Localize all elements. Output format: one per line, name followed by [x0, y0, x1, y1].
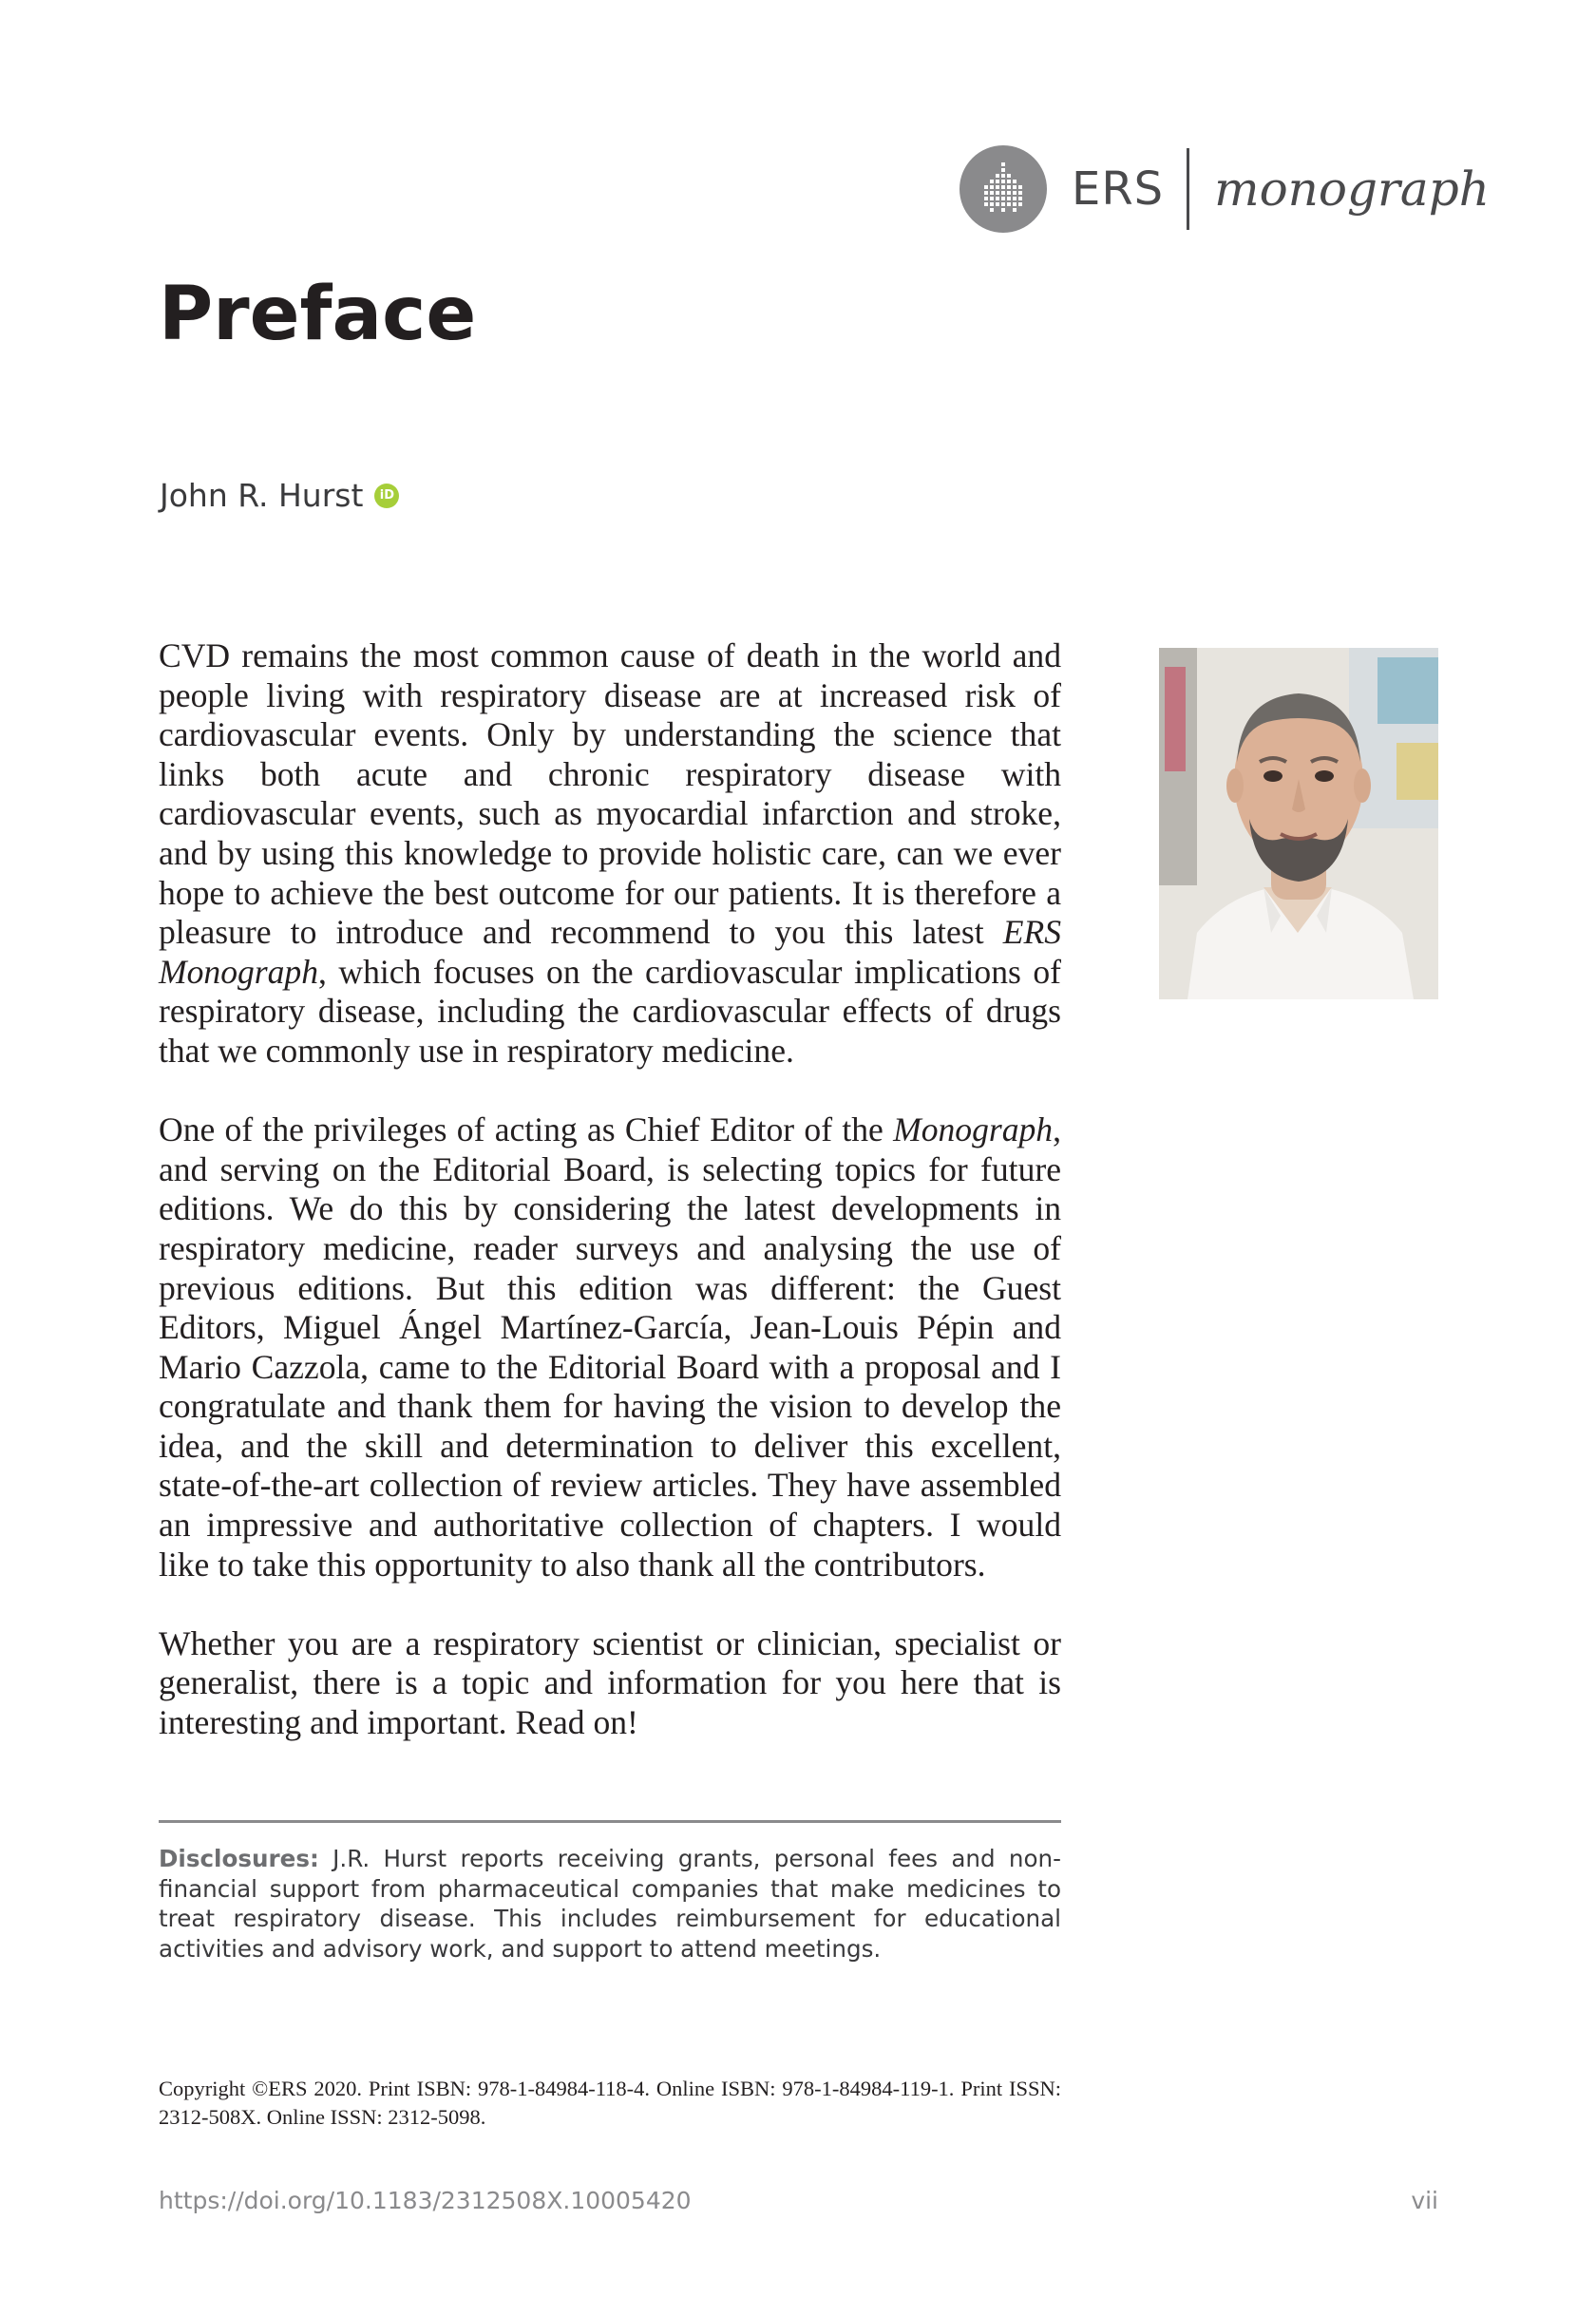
page-number: vii — [1411, 2187, 1438, 2214]
orcid-icon[interactable]: iD — [374, 484, 399, 508]
paragraph-2-emphasis: Monograph — [893, 1110, 1054, 1149]
disclosures — [159, 1844, 1061, 1964]
paragraph-3-text: Whether you are a respiratory scientist or clinician, specialist or generalist, there is a topic and information for you here that is interesting and important. Read on! — [159, 1623, 1061, 1742]
page-title: Preface — [159, 272, 477, 357]
doi-link[interactable]: https://doi.org/10.1183/2312508X.10005420 — [159, 2187, 692, 2214]
disclosures-label: Disclosures: — [159, 1845, 319, 1872]
logo-monograph-text: monograph — [1214, 161, 1490, 217]
author-line — [160, 477, 399, 514]
author-photo — [1159, 648, 1438, 999]
paragraph-2-text-a: One of the privileges of acting as Chief Editor of the — [159, 1110, 894, 1149]
copyright-notice: Copyright ©ERS 2020. Print ISBN: 978-1-84984-118-4. Online ISBN: 978-1-84984-119-1. Print ISSN: 2312-508X. Online ISSN: 2312-5098. — [159, 2077, 1061, 2129]
paragraph-1-text-a: CVD remains the most common cause of death in the world and people living with respiratory disease are at increased risk of cardiovascular events. Only by understanding the science that links both acute and chronic respiratory disease with cardiovascular events, such as myocardial infarction and stroke, and by using this knowledge to provide holistic care, can we ever hope to achieve the best outcome for our patients. It is therefore a pleasure to introduce and recommend to you this latest — [159, 636, 1061, 952]
paragraph-3 — [159, 1624, 1061, 1743]
disclosures-text: J.R. Hurst reports receiving grants, personal fees and non-financial support from pharmaceutical companies that make medicines to treat respiratory disease. This includes reimbursement for educational activities and advisory work, and support to attend meetings. — [159, 1845, 1061, 1963]
preface-body — [159, 636, 1061, 1782]
lungs-icon — [960, 145, 1047, 233]
author-name: John R. Hurst — [160, 477, 364, 514]
logo-ers-text: ERS — [1072, 162, 1165, 216]
paragraph-2 — [159, 1110, 1061, 1584]
paragraph-1-text-b: , which focuses on the cardiovascular implications of respiratory disease, including the cardiovascular effects of drugs that we commonly use in respiratory medicine. — [159, 952, 1061, 1070]
logo-divider — [1187, 148, 1189, 230]
section-divider — [159, 1820, 1061, 1823]
paragraph-1-emphasis: ERS Monograph — [159, 913, 1061, 991]
ers-monograph-logo — [960, 144, 1490, 234]
paragraph-2-text-b: , and serving on the Editorial Board, is selecting topics for future editions. We do this by considering the latest developments in respiratory medicine, reader surveys and analysing the use of previous editions. But this edition was different: the Guest Editors, Miguel Ángel Martínez-García, Jean-Louis Pépin and Mario Cazzola, came to the Editorial Board with a proposal and I congratulate and thank them for having the vision to develop the idea, and the skill and determination to deliver this excellent, state-of-the-art collection of review articles. They have assembled an impressive and authoritative collection of chapters. I would like to take this opportunity to also thank all the contributors. — [159, 1110, 1061, 1584]
paragraph-1 — [159, 636, 1061, 1072]
